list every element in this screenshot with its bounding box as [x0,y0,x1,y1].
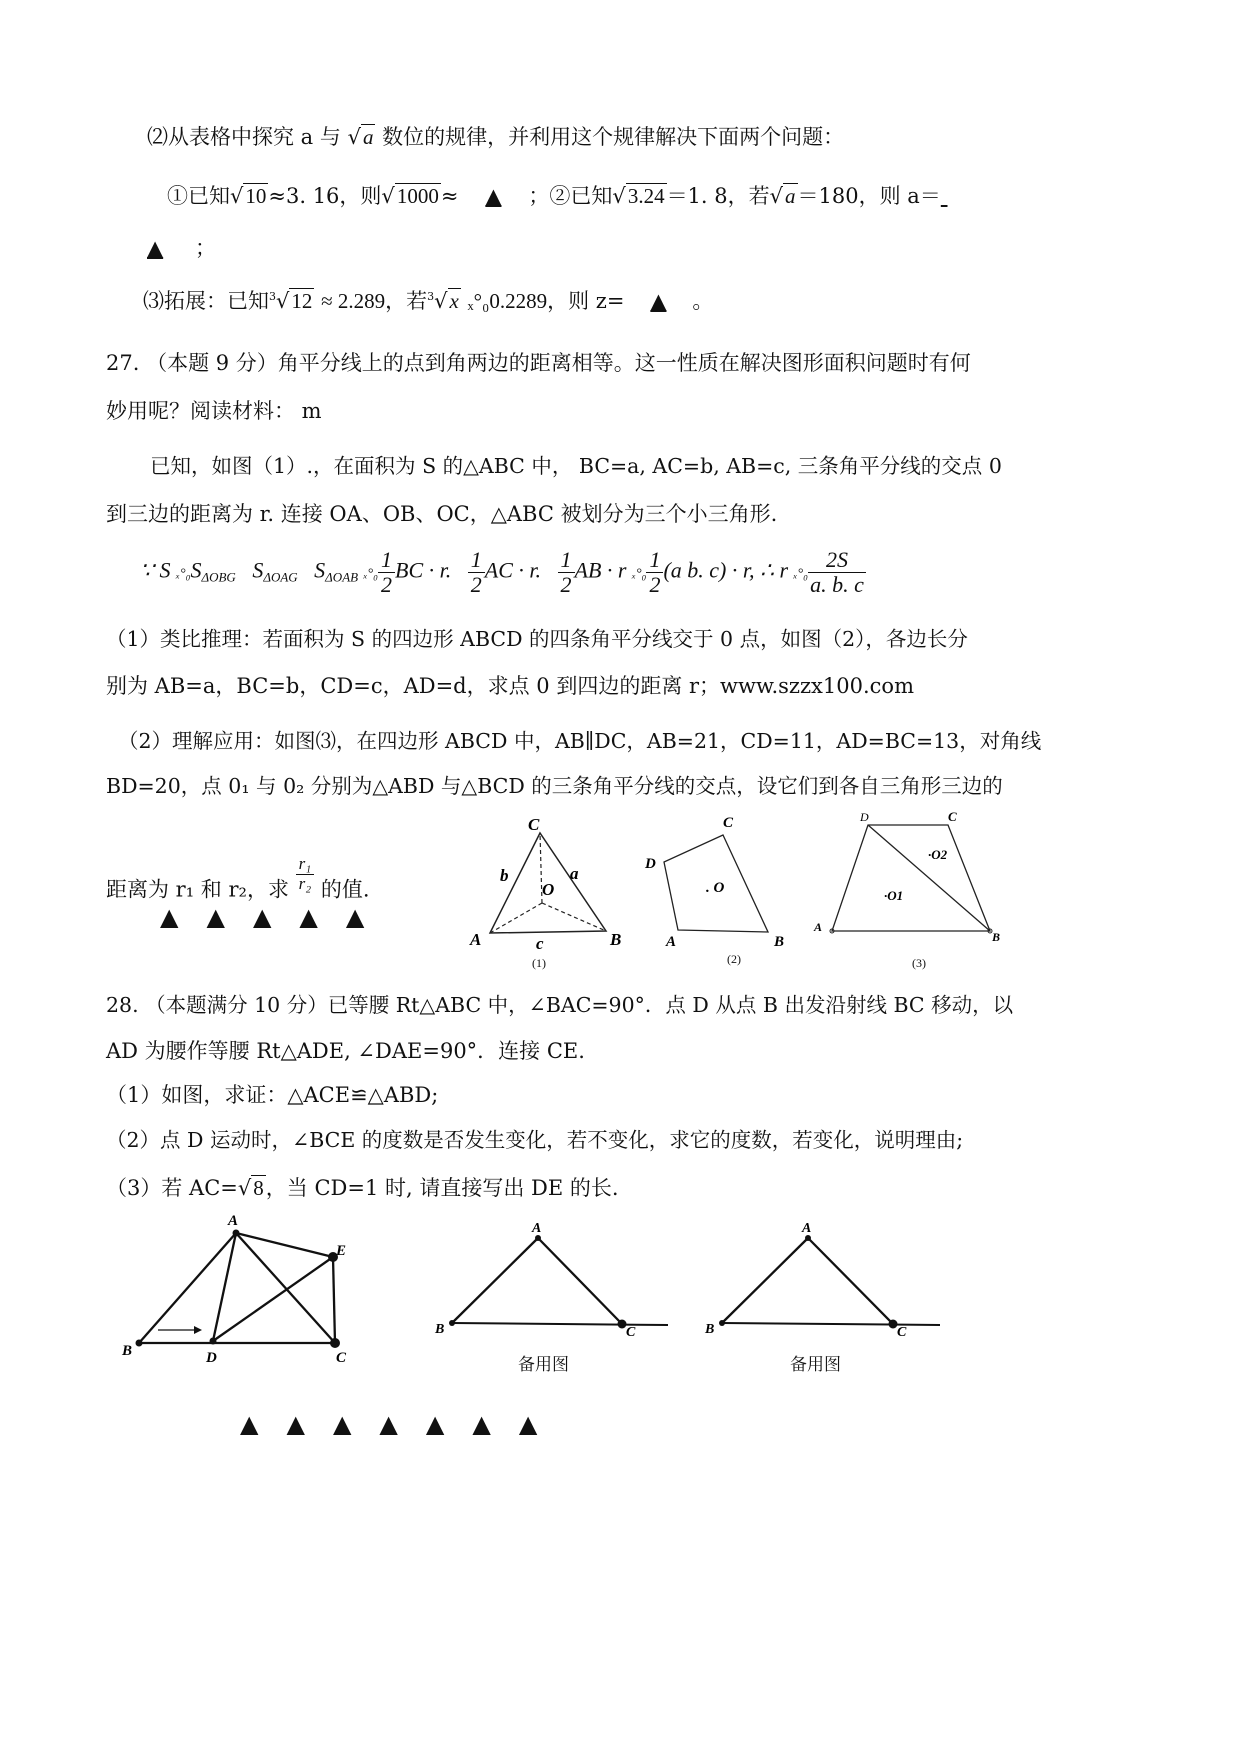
answer-triangle: ▲ [206,903,225,931]
point-b [136,1340,143,1347]
q26-part3-prefix: ⑶拓展：已知 [143,289,269,313]
q27-part2-line3a: 距离为 r₁ 和 r₂，求 [106,877,289,902]
answer-triangle: ▲ [425,1410,445,1438]
segment-de [213,1257,333,1341]
q28-line1: 28. （本题满分 10 分）已等腰 Rt△ABC 中，∠BAC=90°．点 D 从点 B 出发沿射线 BC 移动，以 [106,993,1014,1017]
q26-sqrt1000: 1000 [396,184,439,208]
formula-garble: ₓ°₀ [176,566,191,582]
answer-blank [147,236,195,261]
answer-triangle: ▲ [379,1410,398,1438]
q28-part3b: ，当 CD=1 时, 请直接写出 DE 的长. [265,1176,619,1200]
segment-ac [236,1233,335,1343]
q26-part3-then: ，则 z= [547,289,625,313]
ray-bc [722,1323,940,1325]
point-c [330,1338,340,1348]
diagonal-bd [868,825,990,931]
answer-triangle: ▲ [252,903,272,931]
figure-q28-main [118,1210,378,1390]
cube-index: 3 [269,290,276,303]
q26-p2-answer-line [147,236,216,261]
point-d [210,1338,217,1345]
q26-p1-approx: ≈3. 16，则 [268,184,382,208]
q26-sqrt-a: a [362,125,374,149]
q28-part1: （1）如图，求证：△ACE≌△ABD; [106,1083,439,1107]
q27-line1: 27. （本题 9 分）角平分线上的点到角两边的距离相等。这一性质在解决图形面积问题时有何 [106,351,971,375]
q28-part2: （2）点 D 运动时，∠BCE 的度数是否发生变化，若不变化，求它的度数，若变化，说明理由; [106,1128,964,1152]
figure-3-caption: (3) [912,956,926,970]
fraction-den: 2 [381,572,393,598]
spare-figure-caption: 备用图 [518,1355,569,1375]
ray-bc [452,1323,668,1325]
q28-answer-marks [240,1410,565,1438]
point-a [233,1230,240,1237]
q26-p1-semicolon: ；②已知 [528,184,613,208]
formula-s-oag-sub: ΔOAG [263,569,298,585]
q27-part2-line3 [106,855,370,903]
ratio-den: r₂ [298,873,312,893]
formula-garble: ₓ°₀ [631,566,647,582]
label-c: C [723,815,734,831]
formula-garble: ₓ°₀ [363,566,379,582]
trapezoid-abcd [832,825,990,931]
q27-line2: 妙用呢？阅读材料： m [106,399,322,423]
q26-part2-line [147,124,844,150]
cube-index: 3 [427,290,435,303]
segment-ec [333,1257,335,1343]
fraction-den: 2 [470,572,482,598]
segment-ae [236,1233,333,1257]
fraction-num: 2S [808,548,866,573]
sqrt-symbol: √ [347,125,361,149]
label-b: B [774,934,785,950]
segment-ac [538,1238,622,1324]
label-a: A [470,930,482,949]
q26-part3-end: 。 [692,289,714,313]
q26-part2-intro: ⑵从表格中探究 a 与 [147,125,341,149]
q26-p2-eq: ＝1. 8，若 [666,184,770,208]
sqrt-symbol: √ [769,184,784,208]
answer-blank [624,289,692,314]
label-e: E [336,1243,347,1259]
label-side-b: b [500,866,509,885]
answer-triangle: ▲ [345,903,365,931]
figure-3-trapezoid [810,805,1010,955]
q27-formula [140,548,866,597]
q26-sqrt10: 10 [245,184,267,208]
label-c: C [626,1325,636,1340]
formula-garble: ₓ°₀ [793,566,808,582]
formula-s-obg: S [190,557,202,583]
q28-sqrt8: 8 [253,1176,264,1200]
answer-triangle: ▲ [332,1410,352,1438]
fraction-den: 2 [649,572,661,598]
segment-ad [213,1233,236,1341]
label-b: B [435,1322,445,1337]
formula-s-oag: S [252,557,264,583]
segment-ab [452,1238,538,1323]
formula-s-obg-sub: ΔOBG [201,569,236,585]
label-b: B [610,930,622,949]
label-o: O [542,880,555,899]
q26-part3-line [143,288,713,314]
label-b: B [705,1322,715,1337]
q26-p1-approx2: ≈ [440,184,459,208]
label-o1: ·O1 [884,888,904,903]
formula-because: ∵ S [140,557,171,583]
figure-1-triangle [470,815,650,965]
label-c: C [948,809,957,824]
figure-2-caption: (2) [727,952,741,966]
formula-s-oab: S [314,557,326,583]
q26-cbrt12: 12 [291,289,313,313]
ratio-num: r₁ [296,855,315,875]
q28-line2: AD 为腰作等腰 Rt△ADE, ∠DAE=90°．连接 CE. [106,1039,585,1063]
answer-triangle: ▲ [147,236,164,260]
q28-part3 [106,1175,619,1201]
segment-ab [139,1233,236,1343]
q27-part2-line1: （2）理解应用：如图⑶，在四边形 ABCD 中，AB∥DC，AB=21，CD=11，AD=BC=13，对角线 [118,729,1042,753]
answer-triangle: ▲ [240,1410,259,1438]
answer-blank [941,184,965,209]
label-b: B [992,930,1001,944]
fraction-num: 1 [468,548,485,573]
figure-1-caption: (1) [532,956,546,970]
answer-triangle: ▲ [472,1410,491,1438]
answer-triangle: ▲ [160,903,179,931]
label-a: A [814,920,823,934]
q27-answer-marks [160,903,392,931]
q26-part2-rest: 数位的规律，并利用这个规律解决下面两个问题： [382,125,845,149]
q28-part3a: （3）若 AC= [106,1176,238,1200]
arrow-head-icon [194,1326,202,1334]
label-a: A [802,1221,812,1236]
q27-part1-line2: 别为 AB=a，BC=b，CD=c，AD=d，求点 0 到四边的距离 r；www.szzx100.com [106,674,914,698]
q26-p2-end: ； [195,236,216,260]
q26-p2-eq180: ＝180，则 a＝ [797,184,941,208]
answer-triangle: ▲ [485,184,502,208]
formula-ac-r: AC · r. [484,557,542,583]
label-side-a: a [570,864,579,883]
q27-line4: 到三边的距离为 r. 连接 OA、OB、OC，△ABC 被划分为三个小三角形. [106,502,778,526]
fraction-half [646,548,663,597]
point-b [719,1320,725,1326]
q26-subq-line [167,183,965,209]
q27-part2-line3b: 的值. [320,877,370,902]
answer-triangle: ▲ [286,1410,305,1438]
fraction-den: 2 [560,572,572,598]
label-a: A [666,934,677,950]
q27-part2-line2: BD=20，点 0₁ 与 0₂ 分别为△ABD 与△BCD 的三条角平分线的交点，设它们到各自三角形三边的 [106,774,1003,798]
ratio-fraction [296,855,315,893]
sqrt-symbol: √ [381,184,395,208]
sqrt-symbol: √ [612,184,626,208]
q26-part3-garbled: ₓ°₀0.2289 [467,289,548,313]
fraction-num: 1 [646,548,663,573]
label-d: D [860,810,869,824]
figure-q28-spare-2 [700,1220,960,1350]
answer-blank [458,184,528,209]
formula-bc-r: BC · r. [395,557,452,583]
formula-s-oab-sub: ΔOAB [325,569,359,585]
label-d: D [645,856,656,872]
label-a: A [532,1221,542,1236]
cbrt-symbol: √ [434,289,448,313]
q27-part1-line1: （1）类比推理：若面积为 S 的四边形 ABCD 的四条角平分线交于 0 点，如图（2），各边长分 [106,627,968,651]
q26-p2-sqrt-a: a [785,184,796,208]
answer-triangle: ▲ [299,903,318,931]
answer-triangle: ▲ [518,1410,538,1438]
figure-q28-spare-1 [430,1220,690,1350]
fraction-r [808,548,866,597]
label-o: . O [706,880,725,896]
point-b [449,1320,455,1326]
q26-cbrtx: x [449,289,459,313]
fraction-num: 1 [558,548,575,573]
label-c: C [897,1325,907,1340]
segment-ac [808,1238,893,1324]
segment-ab [722,1238,808,1323]
formula-ab-r: AB · r [574,557,627,583]
label-c: C [528,815,540,834]
figure-2-quadrilateral [640,810,800,960]
q26-p1-prefix: ①已知 [167,184,230,208]
fraction-half [468,548,485,597]
q27-line3: 已知，如图（1）.，在面积为 S 的△ABC 中， BC=a, AC=b, AB=c, 三条角平分线的交点 0 [150,454,1002,478]
cbrt-symbol: √ [276,289,290,313]
spare-figure-caption: 备用图 [790,1355,841,1375]
sqrt-symbol: √ [230,184,244,208]
fraction-half [558,548,575,597]
answer-triangle: ▲ [650,289,667,313]
label-o2: ·O2 [928,847,948,862]
q26-part3-approx: ≈ 2.289 [321,289,386,313]
label-a: A [228,1213,239,1229]
q26-sqrt324: 3.24 [627,184,665,208]
fraction-den: a. b. c [810,572,864,598]
label-c: C [336,1350,347,1366]
label-side-c: c [536,934,544,953]
formula-sum: (a b. c) · r, ∴ r [663,557,789,583]
fraction-half [378,548,395,597]
sqrt-symbol: √ [237,1176,252,1200]
q26-part3-if: ，若 [385,289,428,313]
fraction-num: 1 [378,548,395,573]
label-b: B [122,1343,133,1359]
label-d: D [206,1350,217,1366]
